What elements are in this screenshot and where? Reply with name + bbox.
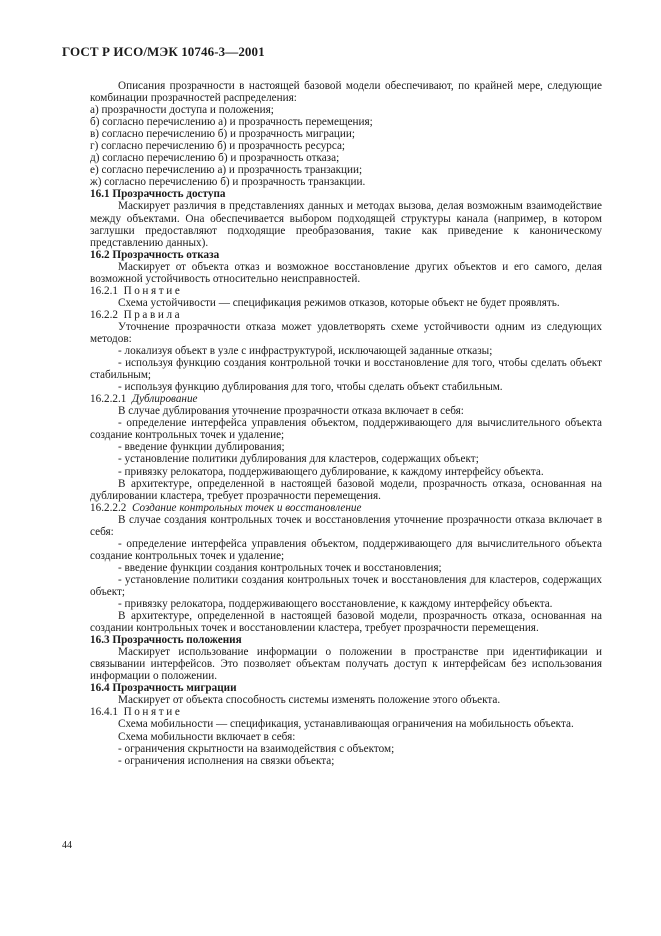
list-item: - определение интерфейса управления объектом, поддерживающего для вычислительного объекта создание контрольных точек и удаление; bbox=[90, 417, 602, 442]
paragraph: Маскирует от объекта способность системы изменять положение этого объекта. bbox=[118, 694, 501, 707]
subsection-label: Понятие bbox=[123, 706, 183, 719]
page-number: 44 bbox=[62, 840, 72, 851]
list-item: г) согласно перечислению б) и прозрачность ресурса; bbox=[90, 140, 346, 153]
subsection-label: Создание контрольных точек и восстановление bbox=[131, 501, 362, 514]
paragraph: Уточнение прозрачности отказа может удовлетворять схеме устойчивости одним из следующих методов: bbox=[90, 320, 602, 345]
list-item: - ограничения исполнения на связки объекта; bbox=[118, 754, 335, 767]
list-item: - установление политики дублирования для кластеров, содержащих объект; bbox=[118, 453, 479, 466]
list-item: - ограничения скрытности на взаимодействия с объектом; bbox=[118, 742, 395, 755]
subsection-heading bbox=[90, 706, 602, 718]
subsection-number: 16.4.1 bbox=[90, 706, 118, 719]
page-header: ГОСТ Р ИСО/МЭК 10746-3—2001 bbox=[62, 44, 265, 59]
paragraph: В архитектуре, определенной в настоящей базовой модели, прозрачность отказа, основанная на создании контрольных точек и восстановлении кластера, требует прозрачности перемещения. bbox=[90, 610, 602, 635]
subsection-number: 16.2.2.1 bbox=[90, 393, 127, 406]
list-item: - используя функцию создания контрольной точки и восстановление для того, чтобы сделать объект стабильным; bbox=[90, 357, 602, 382]
list-item: - привязку релокатора, поддерживающего дублирование, к каждому интерфейсу объекта. bbox=[118, 465, 544, 478]
list-item: - введение функции создания контрольных точек и восстановления; bbox=[118, 561, 442, 574]
list-item: е) согласно перечислению а) и прозрачность транзакции; bbox=[90, 164, 363, 177]
subsection-heading bbox=[90, 309, 602, 321]
document-body bbox=[90, 80, 602, 767]
subsection-heading bbox=[90, 285, 602, 297]
paragraph: Маскирует от объекта отказ и возможное восстановление других объектов и его самого, делая возможной устойчивость относительно неисправностей. bbox=[90, 260, 602, 285]
list-item: - привязку релокатора, поддерживающего восстановление, к каждому интерфейсу объекта. bbox=[118, 598, 553, 611]
subsection-label: Понятие bbox=[123, 284, 183, 297]
paragraph: Маскирует различия в представлениях данных и методах вызова, делая возможным взаимодействие между объектами. Она обеспечивается выбором подходящей структуры канала (например, в котором заглушки предоставляют подходящие преобразования, такие как приведение к каноническому представлению данных). bbox=[90, 200, 602, 249]
list-item: б) согласно перечислению а) и прозрачность перемещения; bbox=[90, 116, 373, 129]
section-heading: 16.1 Прозрачность доступа bbox=[90, 188, 226, 201]
list-item: - установление политики создания контрольных точек и восстановления для кластеров, содержащих объект; bbox=[90, 573, 602, 598]
paragraph: Описания прозрачности в настоящей базовой модели обеспечивают, по крайней мере, следующие комбинации прозрачностей распределения: bbox=[90, 80, 602, 105]
section-heading: 16.4 Прозрачность миграции bbox=[90, 682, 237, 695]
list-item: - введение функции дублирования; bbox=[118, 441, 285, 454]
paragraph: Маскирует использование информации о положении в пространстве при идентификации и связывании интерфейсов. Это позволяет объектам получать доступ к интерфейсам без использования информации о положении. bbox=[90, 646, 602, 683]
section-heading: 16.3 Прозрачность положения bbox=[90, 634, 242, 647]
paragraph: Схема мобильности — спецификация, устанавливающая ограничения на мобильность объекта. bbox=[118, 718, 574, 731]
list-item: в) согласно перечислению б) и прозрачность миграции; bbox=[90, 128, 355, 141]
subsection-number: 16.2.2.2 bbox=[90, 501, 127, 514]
paragraph: В архитектуре, определенной в настоящей базовой модели, прозрачность отказа, основанная на дублировании кластера, требует прозрачности перемещения. bbox=[90, 477, 602, 502]
subsection-number: 16.2.1 bbox=[90, 284, 118, 297]
subsection-heading bbox=[90, 393, 602, 405]
list-item: - определение интерфейса управления объектом, поддерживающего для вычислительного объекта создание контрольных точек и удаление; bbox=[90, 537, 602, 562]
paragraph: Схема мобильности включает в себя: bbox=[118, 730, 296, 743]
list-item: ж) согласно перечислению б) и прозрачность транзакции. bbox=[90, 176, 366, 189]
paragraph: Схема устойчивости — спецификация режимов отказов, которые объект не будет проявлять. bbox=[118, 296, 560, 309]
paragraph: В случае создания контрольных точек и восстановления уточнение прозрачности отказа включает в себя: bbox=[90, 513, 602, 538]
subsection-label: Дублирование bbox=[131, 393, 198, 406]
section-heading: 16.2 Прозрачность отказа bbox=[90, 248, 220, 261]
subsection-heading bbox=[90, 502, 602, 514]
list-item: д) согласно перечислению б) и прозрачность отказа; bbox=[90, 152, 340, 165]
paragraph: В случае дублирования уточнение прозрачности отказа включает в себя: bbox=[118, 405, 464, 418]
subsection-label: Правила bbox=[123, 308, 183, 321]
subsection-number: 16.2.2 bbox=[90, 308, 118, 321]
list-item: - локализуя объект в узле с инфраструктурой, исключающей заданные отказы; bbox=[118, 345, 493, 358]
list-item: - используя функцию дублирования для того, чтобы сделать объект стабильным. bbox=[118, 381, 503, 394]
list-item: а) прозрачности доступа и положения; bbox=[90, 104, 274, 117]
